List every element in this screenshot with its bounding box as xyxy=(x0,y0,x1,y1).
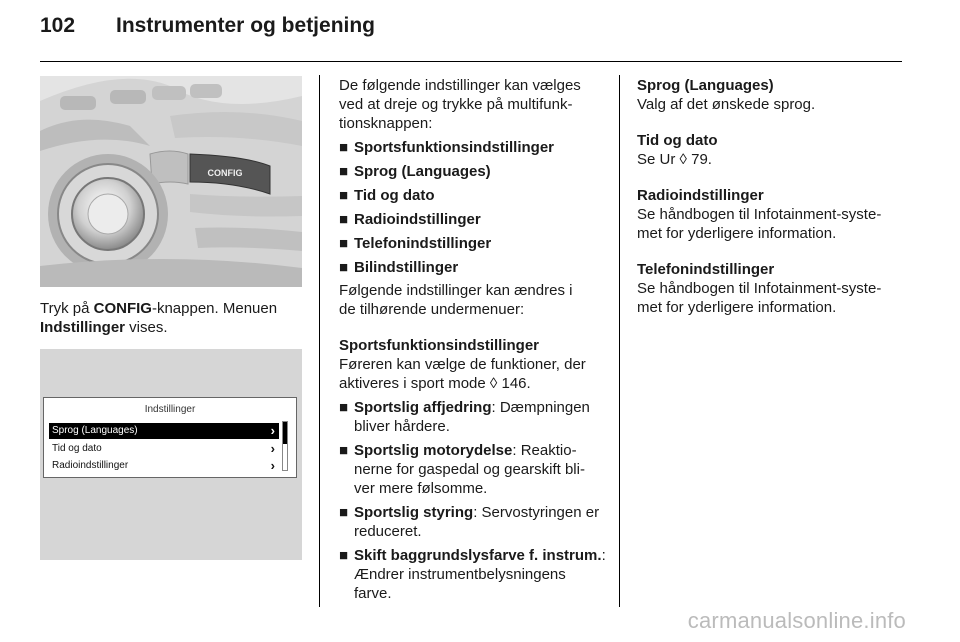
item-text: : Reaktio- xyxy=(512,442,577,459)
phone-text: met for yderligere information. xyxy=(637,299,837,316)
settings-screen xyxy=(43,397,297,478)
list-item: ■ Telefonindstillinger xyxy=(339,235,492,252)
menu-row-language xyxy=(49,423,279,439)
intro-line: ved at dreje og trykke på multifunk- xyxy=(339,96,573,113)
caption-settings: Indstillinger xyxy=(40,319,126,336)
language-heading: Sprog (Languages) xyxy=(637,77,774,94)
list-item-label: Bilindstillinger xyxy=(354,259,459,276)
list-item: ■ Sprog (Languages) xyxy=(339,163,491,180)
list-item: ■ Sportsfunktionsindstillinger xyxy=(339,139,555,156)
caption-text-3: vises. xyxy=(125,319,168,336)
chevron-right-icon: › xyxy=(270,458,275,473)
list-item-label: Sportsfunktionsindstillinger xyxy=(354,139,555,156)
page-ref: 146. xyxy=(501,375,531,392)
time-date-heading: Tid og dato xyxy=(637,132,718,149)
language-text: Valg af det ønskede sprog. xyxy=(637,96,816,113)
caption-text-2: -knappen. Menuen xyxy=(151,300,278,317)
list-item: ■ Sportslig styring: Servostyringen er reduceret. xyxy=(339,504,600,540)
menu-row-radio xyxy=(49,458,279,474)
caption-text: Tryk på xyxy=(40,300,94,317)
submenu-line: Følgende indstillinger kan ændres i xyxy=(339,282,573,299)
phone-heading: Telefonindstillinger xyxy=(637,261,775,278)
sport-line: aktiveres i sport mode xyxy=(339,375,490,392)
item-title: Sportslig affjedring xyxy=(354,399,492,416)
item-text: nerne for gaspedal og gearskift bli- xyxy=(354,461,585,478)
screen-scrollbar xyxy=(282,421,288,471)
right-column xyxy=(637,76,907,317)
middle-column xyxy=(339,76,611,603)
column-divider-1 xyxy=(319,75,320,607)
intro-line: tionsknappen: xyxy=(339,115,433,132)
item-text: bliver hårdere. xyxy=(354,418,450,435)
sport-line: Føreren kan vælge de funktioner, der xyxy=(339,356,586,373)
menu-row-label: Radioindstillinger xyxy=(52,460,129,471)
list-item: ■ Sportslig motorydelse: Reaktio- nerne for gaspedal og gearskift bli- ver mere følsomme. xyxy=(339,442,585,497)
list-item-label: Telefonindstillinger xyxy=(354,235,492,252)
time-date-section xyxy=(637,131,907,169)
list-item-label: Radioindstillinger xyxy=(354,211,481,228)
page-ref-icon: ◊ xyxy=(679,151,692,168)
page-title: Instrumenter og betjening xyxy=(116,14,376,37)
menu-row-time-date xyxy=(49,441,279,457)
scrollbar-thumb xyxy=(283,422,287,444)
sport-section xyxy=(339,336,611,393)
phone-text: Se håndbogen til Infotainment-syste- xyxy=(637,280,882,297)
page-ref: 79. xyxy=(691,151,712,168)
phone-section xyxy=(637,260,907,317)
list-item: ■ Bilindstillinger xyxy=(339,259,459,276)
settings-display-illustration xyxy=(40,349,302,560)
config-button-illustration xyxy=(40,76,302,287)
sport-heading: Sportsfunktionsindstillinger xyxy=(339,337,540,354)
item-text: : Servostyringen er xyxy=(473,504,600,521)
list-item-label: Tid og dato xyxy=(354,187,435,204)
radio-text: Se håndbogen til Infotainment-syste- xyxy=(637,206,882,223)
chevron-right-icon: › xyxy=(270,423,275,438)
column-divider-2 xyxy=(619,75,620,607)
item-title: Sportslig styring xyxy=(354,504,474,521)
time-date-text: Se Ur xyxy=(637,151,680,168)
item-text: : xyxy=(601,547,606,564)
chevron-right-icon: › xyxy=(270,441,275,456)
radio-section xyxy=(637,186,907,243)
radio-heading: Radioindstillinger xyxy=(637,187,764,204)
page-ref-icon: ◊ xyxy=(489,375,502,392)
config-button-label: CONFIG xyxy=(207,168,243,178)
item-text: : Dæmpningen xyxy=(491,399,590,416)
item-title: Skift baggrundslysfarve f. instrum. xyxy=(354,547,602,564)
page-number: 102 xyxy=(40,14,76,37)
intro-text xyxy=(339,76,611,133)
radio-text: met for yderligere information. xyxy=(637,225,837,242)
caption-config: CONFIG xyxy=(93,300,152,317)
page-header xyxy=(40,14,375,38)
header-rule xyxy=(40,61,902,62)
language-section xyxy=(637,76,907,114)
screen-title: Indstillinger xyxy=(144,404,196,415)
submenu-text xyxy=(339,281,611,319)
item-text: farve. xyxy=(354,585,392,602)
intro-line: De følgende indstillinger kan vælges xyxy=(339,77,581,94)
menu-row-label: Sprog (Languages) xyxy=(52,425,138,436)
watermark: carmanualsonline.info xyxy=(687,608,906,633)
item-text: reduceret. xyxy=(354,523,422,540)
figure-caption xyxy=(40,299,310,337)
item-text: ver mere følsomme. xyxy=(354,480,488,497)
list-item: ■ Tid og dato xyxy=(339,187,435,204)
list-item: ■ Skift baggrundslysfarve f. instrum.: Ændrer instrumentbelysningens farve. xyxy=(339,547,606,602)
list-item: ■ Radioindstillinger xyxy=(339,211,481,228)
list-item-label: Sprog (Languages) xyxy=(354,163,491,180)
item-title: Sportslig motorydelse xyxy=(354,442,513,459)
list-item: ■ Sportslig affjedring: Dæmpningen bliver hårdere. xyxy=(339,399,590,435)
menu-row-label: Tid og dato xyxy=(52,443,102,454)
item-text: Ændrer instrumentbelysningens xyxy=(354,566,566,583)
submenu-line: de tilhørende undermenuer: xyxy=(339,301,525,318)
